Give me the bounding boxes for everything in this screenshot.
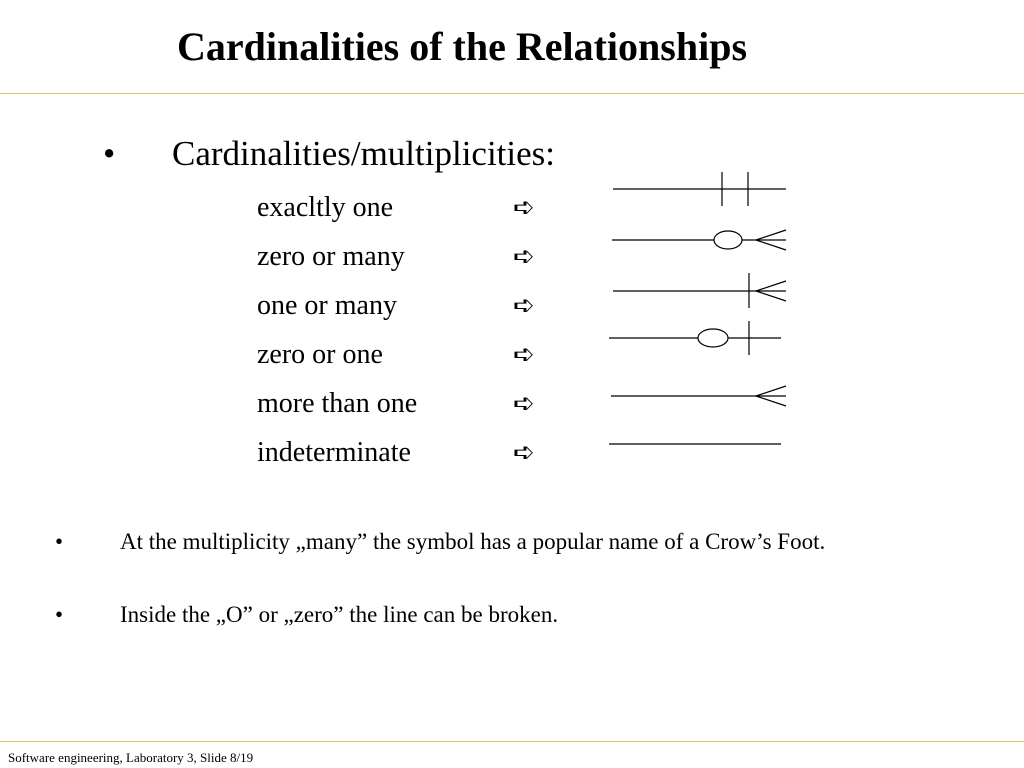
cardinality-row-exactly-one bbox=[0, 192, 1024, 232]
more-than-one-symbol bbox=[600, 374, 800, 414]
main-bullet: • bbox=[103, 134, 116, 173]
note-text-crows-foot: At the multiplicity „many” the symbol has a popular name of a Crow’s Foot. bbox=[120, 529, 826, 554]
cardinality-row-indeterminate bbox=[0, 437, 1024, 477]
exactly-one-symbol bbox=[600, 178, 800, 218]
note-bullet: • bbox=[55, 529, 64, 554]
zero-or-one-symbol bbox=[600, 325, 800, 365]
cardinality-label: more than one bbox=[257, 388, 418, 419]
title-rule bbox=[0, 93, 1024, 94]
cardinality-label: one or many bbox=[257, 290, 397, 321]
one-or-many-symbol bbox=[600, 276, 800, 316]
right-arrow-icon: ➪ bbox=[513, 291, 535, 321]
note-bullet: • bbox=[55, 602, 64, 627]
cardinality-row-zero-or-one bbox=[0, 339, 1024, 379]
slide-footer: Software engineering, Laboratory 3, Slide 8/19 bbox=[8, 750, 254, 765]
right-arrow-icon: ➪ bbox=[513, 193, 535, 223]
cardinality-row-zero-or-many bbox=[0, 241, 1024, 281]
right-arrow-icon: ➪ bbox=[513, 340, 535, 370]
note-text-zero-line: Inside the „O” or „zero” the line can be broken. bbox=[120, 602, 559, 627]
main-heading: Cardinalities/multiplicities: bbox=[172, 134, 556, 173]
right-arrow-icon: ➪ bbox=[513, 389, 535, 419]
cardinality-label: indeterminate bbox=[257, 437, 411, 468]
slide-title: Cardinalities of the Relationships bbox=[176, 24, 748, 69]
zero-or-many-symbol bbox=[600, 227, 800, 267]
footer-rule bbox=[0, 741, 1024, 742]
indeterminate-symbol bbox=[600, 423, 800, 463]
cardinality-row-more-than-one bbox=[0, 388, 1024, 428]
right-arrow-icon: ➪ bbox=[513, 438, 535, 468]
cardinality-row-one-or-many bbox=[0, 290, 1024, 330]
cardinality-label: exacltly one bbox=[257, 192, 394, 223]
right-arrow-icon: ➪ bbox=[513, 242, 535, 272]
cardinality-label: zero or many bbox=[257, 241, 405, 272]
cardinality-label: zero or one bbox=[257, 339, 383, 370]
